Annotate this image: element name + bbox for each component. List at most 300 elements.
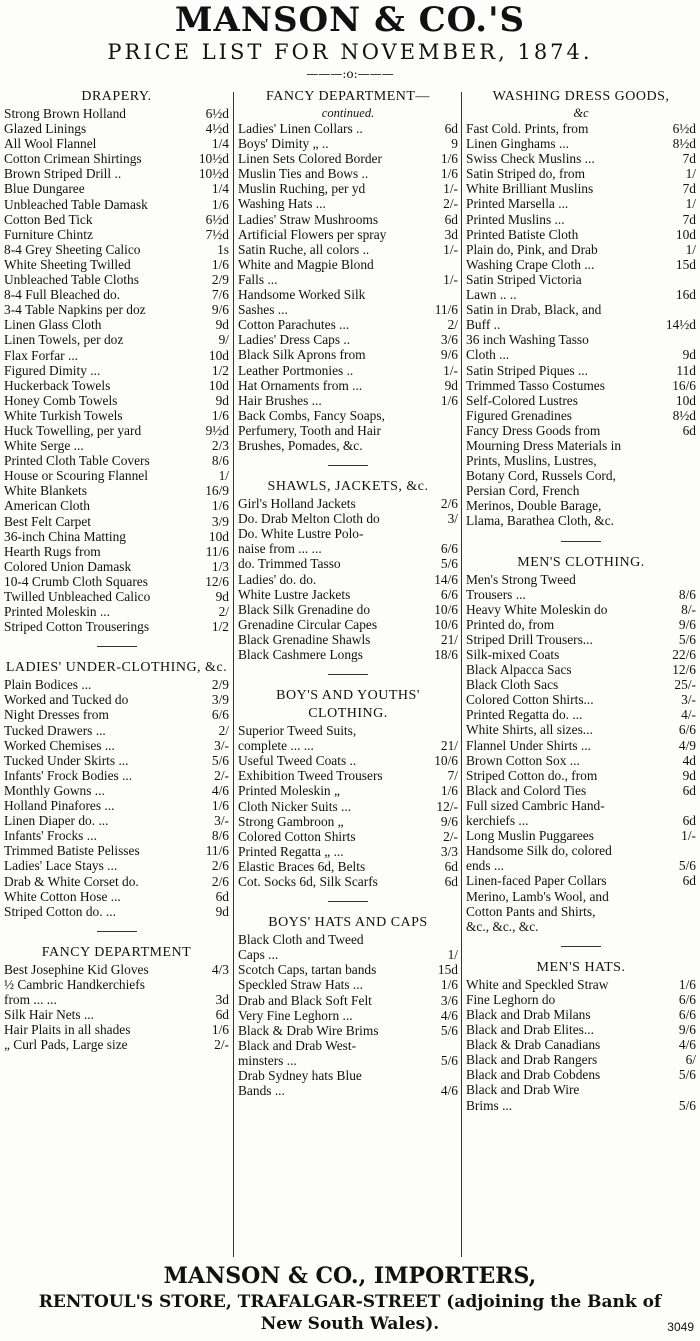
item-price: 4/6: [211, 782, 229, 798]
item-price: 21/: [440, 738, 458, 754]
item-price: 9d: [215, 317, 229, 333]
item-name: Blue Dungaree: [4, 181, 85, 197]
price-row: [466, 707, 696, 722]
price-row: [466, 1098, 696, 1113]
price-row: [4, 257, 229, 272]
price-row: [238, 363, 458, 378]
price-row: [238, 874, 458, 889]
item-price: 6/6: [211, 707, 229, 723]
item-price: 4/3: [211, 961, 229, 977]
item-name: Tucked Drawers ...: [4, 722, 106, 738]
item-price: 6d: [682, 782, 696, 798]
item-price: 3/3: [440, 843, 458, 859]
price-row: [238, 408, 458, 423]
item-price: 7/: [447, 768, 458, 784]
price-row: [238, 196, 458, 211]
item-price: 3/: [447, 511, 458, 527]
item-name: ½ Cambric Handkerchiefs: [4, 976, 145, 992]
item-name: Huckerback Towels: [4, 377, 111, 393]
price-row: [238, 1053, 458, 1068]
item-name: Satin Ruche, all colors ..: [238, 241, 370, 257]
item-price: 1/6: [440, 392, 458, 408]
item-price: 15d: [675, 256, 696, 272]
item-price: 8/6: [211, 453, 229, 469]
section-heading: BOYS' HATS AND CAPS: [268, 915, 428, 931]
item-name: Trimmed Tasso Costumes: [466, 377, 605, 393]
price-row: [238, 947, 458, 962]
price-row: [238, 242, 458, 257]
item-name: Muslin Ties and Bows ..: [238, 166, 369, 182]
price-row: [466, 919, 696, 934]
item-name: Flannel Under Shirts ...: [466, 737, 591, 753]
price-row: [4, 977, 229, 992]
item-price: 1/6: [211, 498, 229, 514]
item-name: Linen Glass Cloth: [4, 317, 102, 333]
item-name: Worked and Tucked do: [4, 692, 129, 708]
item-price: 16/9: [205, 483, 229, 499]
column-right: [466, 88, 696, 1113]
item-name: Figured Dimity ...: [4, 362, 101, 378]
price-row: [4, 287, 229, 302]
item-price: 1/6: [440, 783, 458, 799]
item-name: Do. Drab Melton Cloth do: [238, 511, 380, 527]
price-row: [466, 498, 696, 513]
price-row: [4, 738, 229, 753]
item-price: 21/: [440, 631, 458, 647]
price-row: [4, 992, 229, 1007]
item-name: Holland Pinafores ...: [4, 798, 115, 814]
item-name: Printed do, from: [466, 616, 555, 632]
item-name: White Sheeting Twilled: [4, 256, 131, 272]
price-row: [466, 181, 696, 196]
item-name: Black and Colord Ties: [466, 782, 587, 798]
price-row: [4, 408, 229, 423]
item-name: Strong Gambroon „: [238, 813, 344, 829]
item-price: 10/6: [434, 753, 458, 769]
price-row: [238, 829, 458, 844]
price-row: [4, 317, 229, 332]
item-price: 1/3: [211, 558, 229, 574]
item-price: 12/6: [672, 662, 696, 678]
item-price: 1/-: [443, 241, 458, 257]
price-row: [466, 992, 696, 1007]
item-name: Black and Drab Wire: [466, 1082, 580, 1098]
price-row: [4, 166, 229, 181]
price-row: [466, 317, 696, 332]
price-row: [238, 526, 458, 541]
item-price: 12/-: [436, 798, 458, 814]
item-name: Prints, Muslins, Lustres,: [466, 453, 597, 469]
item-price: 10d: [208, 377, 229, 393]
item-name: 10-4 Crumb Cloth Squares: [4, 573, 148, 589]
item-price: 7d: [682, 151, 696, 167]
price-row: [4, 768, 229, 783]
item-name: Black Silk Grenadine do: [238, 601, 371, 617]
section-heading: FANCY DEPARTMENT—: [266, 89, 430, 104]
item-name: Black & Drab Wire Brims: [238, 1022, 379, 1038]
item-price: 1/6: [211, 196, 229, 212]
item-price: 2/6: [211, 873, 229, 889]
item-price: 6½d: [205, 211, 229, 227]
item-name: Perfumery, Tooth and Hair: [238, 422, 381, 438]
item-name: Best Josephine Kid Gloves: [4, 961, 149, 977]
price-row: [4, 363, 229, 378]
item-name: Black & Drab Canadians: [466, 1037, 601, 1053]
price-section: [4, 944, 229, 1053]
item-price: 2/-: [443, 828, 458, 844]
price-section: [466, 959, 696, 1113]
item-name: Printed Muslins ...: [466, 211, 565, 227]
price-row: [466, 722, 696, 737]
item-name: Hearth Rugs from: [4, 543, 101, 559]
item-price: 2/: [218, 604, 229, 620]
item-price: 1/: [685, 196, 696, 212]
price-row: [4, 604, 229, 619]
item-name: Self-Colored Lustres: [466, 392, 578, 408]
item-price: 6d: [444, 858, 458, 874]
price-section: [238, 687, 458, 889]
price-row: [4, 393, 229, 408]
item-price: 8/6: [211, 828, 229, 844]
item-name: White Lustre Jackets: [238, 586, 351, 602]
price-row: [4, 121, 229, 136]
item-name: Caps ...: [238, 947, 279, 963]
price-row: [238, 378, 458, 393]
price-row: [238, 287, 458, 302]
item-price: 6/6: [678, 722, 696, 738]
item-price: 3/-: [214, 813, 229, 829]
price-row: [466, 363, 696, 378]
price-row: [238, 136, 458, 151]
price-row: [466, 423, 696, 438]
item-name: Heavy White Moleskin do: [466, 601, 608, 617]
price-row: [238, 753, 458, 768]
item-price: 9d: [444, 377, 458, 393]
price-row: [238, 166, 458, 181]
item-name: Monthly Gowns ...: [4, 782, 105, 798]
price-row: [4, 453, 229, 468]
item-price: 4/6: [440, 1083, 458, 1099]
item-name: Best Felt Carpet: [4, 513, 92, 529]
item-price: 2/-: [214, 767, 229, 783]
price-row: [4, 136, 229, 151]
price-row: [238, 632, 458, 647]
item-price: 6/: [685, 1052, 696, 1068]
price-row: [466, 783, 696, 798]
item-name: Hat Ornaments from ...: [238, 377, 363, 393]
item-name: Printed Moleskin ...: [4, 604, 111, 620]
item-name: Huck Towelling, per yard: [4, 422, 142, 438]
item-name: Printed Regatta do. ...: [466, 707, 583, 723]
price-row: [238, 647, 458, 662]
item-name: Exhibition Tweed Trousers: [238, 768, 383, 784]
section-subheading: continued.: [321, 106, 375, 120]
item-name: Hair Plaits in all shades: [4, 1022, 131, 1038]
item-price: 5/6: [440, 1052, 458, 1068]
item-name: Lawn .. ..: [466, 287, 517, 303]
item-name: Do. White Lustre Polo-: [238, 526, 364, 542]
item-price: 3d: [444, 226, 458, 242]
item-price: 6d: [215, 888, 229, 904]
price-row: [466, 272, 696, 287]
title-divider: ———:o:———: [306, 67, 394, 81]
price-row: [4, 438, 229, 453]
price-row: [466, 1082, 696, 1097]
page-subtitle: PRICE LIST FOR NOVEMBER, 1874.: [107, 40, 593, 64]
item-price: 4/6: [678, 1037, 696, 1053]
item-name: 36-inch China Matting: [4, 528, 126, 544]
price-row: [466, 813, 696, 828]
item-name: Striped Drill Trousers...: [466, 631, 593, 647]
column-left: [4, 88, 229, 1052]
price-row: [238, 932, 458, 947]
item-name: Buff ..: [466, 317, 501, 333]
item-name: complete ... ...: [238, 738, 314, 754]
price-row: [466, 1007, 696, 1022]
item-price: 1/6: [678, 976, 696, 992]
item-name: Cotton Pants and Shirts,: [466, 903, 596, 919]
item-name: Furniture Chintz: [4, 226, 93, 242]
price-row: [466, 572, 696, 587]
price-row: [238, 496, 458, 511]
item-price: 1/6: [211, 798, 229, 814]
item-name: Figured Grenadines: [466, 407, 572, 423]
item-name: Useful Tweed Coats ..: [238, 753, 357, 769]
item-name: Fast Cold. Prints, from: [466, 121, 589, 136]
item-price: 1/: [685, 166, 696, 182]
price-row: [4, 378, 229, 393]
price-row: [4, 348, 229, 363]
item-price: 3/-: [214, 737, 229, 753]
item-name: Black and Drab Elites...: [466, 1022, 594, 1038]
column-middle: [238, 88, 458, 1098]
item-price: 9/6: [678, 1022, 696, 1038]
price-row: [238, 556, 458, 571]
item-name: Linen Towels, per doz: [4, 332, 124, 348]
price-row: [466, 798, 696, 813]
item-price: 9d: [215, 392, 229, 408]
price-section: [4, 659, 229, 919]
item-name: Black and Drab Cobdens: [466, 1067, 601, 1083]
item-name: Drab Sydney hats Blue: [238, 1067, 362, 1083]
footer-company: MANSON & CO., IMPORTERS,: [163, 1263, 537, 1289]
price-row: [4, 798, 229, 813]
section-rule: [328, 674, 368, 675]
item-name: Satin Striped Piques ...: [466, 362, 589, 378]
price-row: [238, 227, 458, 242]
price-row: [466, 136, 696, 151]
item-price: 15d: [437, 962, 458, 978]
price-row: [466, 768, 696, 783]
price-row: [238, 151, 458, 166]
item-price: 2/: [218, 722, 229, 738]
price-row: [4, 181, 229, 196]
item-name: Trousers ...: [466, 586, 526, 602]
column-rule-left: [233, 92, 234, 1257]
price-row: [4, 828, 229, 843]
price-row: [238, 393, 458, 408]
item-price: 1/-: [443, 181, 458, 197]
item-price: 1/: [447, 947, 458, 963]
item-price: 6/6: [440, 541, 458, 557]
item-name: Men's Strong Tweed: [466, 571, 576, 587]
price-row: [466, 602, 696, 617]
price-row: [238, 1038, 458, 1053]
price-row: [238, 1083, 458, 1098]
item-name: Speckled Straw Hats ...: [238, 977, 363, 993]
item-name: Colored Cotton Shirts...: [466, 692, 594, 708]
item-name: Grenadine Circular Capes: [238, 616, 378, 632]
section-heading: DRAPERY.: [81, 89, 152, 104]
price-row: [238, 587, 458, 602]
item-price: 1/6: [211, 256, 229, 272]
item-name: Washing Hats ...: [238, 196, 326, 212]
item-price: 9½d: [205, 422, 229, 438]
item-price: 12/6: [205, 573, 229, 589]
item-price: 3d: [215, 991, 229, 1007]
price-row: [238, 181, 458, 196]
item-price: 3/9: [211, 692, 229, 708]
item-name: American Cloth: [4, 498, 90, 514]
item-price: 6d: [215, 1007, 229, 1023]
price-row: [466, 483, 696, 498]
price-row: [238, 317, 458, 332]
price-row: [4, 889, 229, 904]
item-name: Merinos, Double Barage,: [466, 498, 602, 514]
item-price: 10d: [208, 528, 229, 544]
item-name: Artificial Flowers per spray: [238, 226, 387, 242]
price-row: [4, 272, 229, 287]
price-row: [466, 347, 696, 362]
price-row: [238, 572, 458, 587]
item-name: Cloth Nicker Suits ...: [238, 798, 352, 814]
item-price: 2/6: [440, 496, 458, 512]
item-price: 7½d: [205, 226, 229, 242]
item-price: 5/6: [678, 858, 696, 874]
item-price: 6½d: [205, 106, 229, 121]
price-row: [466, 858, 696, 873]
section-heading: MEN'S CLOTHING.: [517, 554, 645, 570]
item-name: Flax Forfar ...: [4, 347, 79, 363]
item-name: Ladies' Linen Collars ..: [238, 121, 363, 136]
item-name: Fancy Dress Goods from: [466, 422, 601, 438]
item-name: Mourning Dress Materials in: [466, 437, 622, 453]
item-name: Ladies' Straw Mushrooms: [238, 211, 379, 227]
item-price: 8½d: [672, 136, 696, 152]
price-row: [4, 544, 229, 559]
item-name: All Wool Flannel: [4, 136, 97, 152]
price-row: [238, 814, 458, 829]
item-price: 1/-: [443, 271, 458, 287]
item-name: Full sized Cambric Hand-: [466, 797, 605, 813]
item-name: Persian Cord, French: [466, 483, 580, 499]
item-name: Leather Portmonies ..: [238, 362, 354, 378]
item-name: Linen Ginghams ...: [466, 136, 570, 152]
item-price: 2/-: [214, 1037, 229, 1053]
price-row: [4, 197, 229, 212]
item-price: 1/6: [211, 1022, 229, 1038]
price-row: [466, 828, 696, 843]
page-title: MANSON & CO.'S: [174, 0, 526, 40]
item-name: White Cotton Hose ...: [4, 888, 121, 904]
price-row: [4, 574, 229, 589]
item-price: 22/6: [672, 647, 696, 662]
item-price: 14½d: [665, 317, 696, 333]
item-name: naise from ... ...: [238, 541, 322, 557]
price-row: [238, 272, 458, 287]
item-name: Cloth ...: [466, 347, 510, 363]
section-heading: WASHING DRESS GOODS,: [492, 89, 670, 104]
item-price: 6d: [682, 422, 696, 438]
item-price: 9d: [215, 903, 229, 919]
section-rule: [328, 465, 368, 466]
price-row: [4, 212, 229, 227]
price-row: [238, 738, 458, 753]
price-row: [4, 227, 229, 242]
item-price: 25/-: [674, 677, 696, 693]
item-name: Satin Striped Victoria: [466, 271, 582, 287]
item-price: 11/6: [205, 843, 229, 859]
item-name: Merino, Lamb's Wool, and: [466, 888, 609, 904]
item-name: Drab & White Corset do.: [4, 873, 139, 889]
item-name: Printed Moleskin „: [238, 783, 340, 799]
price-row: [238, 962, 458, 977]
item-price: 8/-: [681, 601, 696, 617]
item-name: 8-4 Full Bleached do.: [4, 287, 121, 303]
item-price: 18/6: [434, 647, 458, 662]
item-price: 10d: [208, 347, 229, 363]
price-row: [238, 602, 458, 617]
item-name: Twilled Unbleached Calico: [4, 589, 151, 604]
item-name: Honey Comb Towels: [4, 392, 118, 408]
item-price: 2/9: [211, 272, 229, 288]
price-row: [466, 513, 696, 528]
item-name: Girl's Holland Jackets: [238, 496, 356, 512]
item-name: Black Alpacca Sacs: [466, 662, 572, 678]
item-price: 9/6: [440, 347, 458, 363]
item-name: Cotton Crimean Shirtings: [4, 151, 142, 167]
item-price: 5/6: [440, 556, 458, 572]
price-row: [466, 302, 696, 317]
price-row: [4, 468, 229, 483]
item-price: 10/6: [434, 601, 458, 617]
price-row: [466, 151, 696, 166]
item-price: 1/4: [211, 136, 229, 152]
section-heading: LADIES' UNDER-CLOTHING, &c.: [5, 660, 228, 676]
price-row: [466, 647, 696, 662]
item-name: Back Combs, Fancy Soaps,: [238, 407, 385, 423]
item-price: 16d: [675, 287, 696, 303]
price-row: [466, 753, 696, 768]
price-row: [238, 723, 458, 738]
item-name: White Brilliant Muslins: [466, 181, 594, 197]
item-price: 3/6: [440, 332, 458, 348]
price-section: [238, 478, 458, 662]
section-rule: [97, 931, 137, 932]
item-price: 4/-: [681, 707, 696, 723]
item-name: Long Muslin Puggarees: [466, 828, 594, 844]
footer-address: RENTOUL'S STORE, TRAFALGAR-STREET (adjoining the Bank of: [38, 1292, 662, 1312]
item-price: 11/6: [434, 302, 458, 318]
item-price: 7d: [682, 181, 696, 197]
item-name: Unbleached Table Damask: [4, 196, 148, 212]
price-row: [466, 1067, 696, 1082]
item-name: Handsome Silk do, colored: [466, 843, 612, 859]
price-row: [238, 541, 458, 556]
item-name: Striped Cotton do., from: [466, 767, 598, 783]
item-price: 4/9: [678, 737, 696, 753]
item-name: from ... ...: [4, 991, 57, 1007]
